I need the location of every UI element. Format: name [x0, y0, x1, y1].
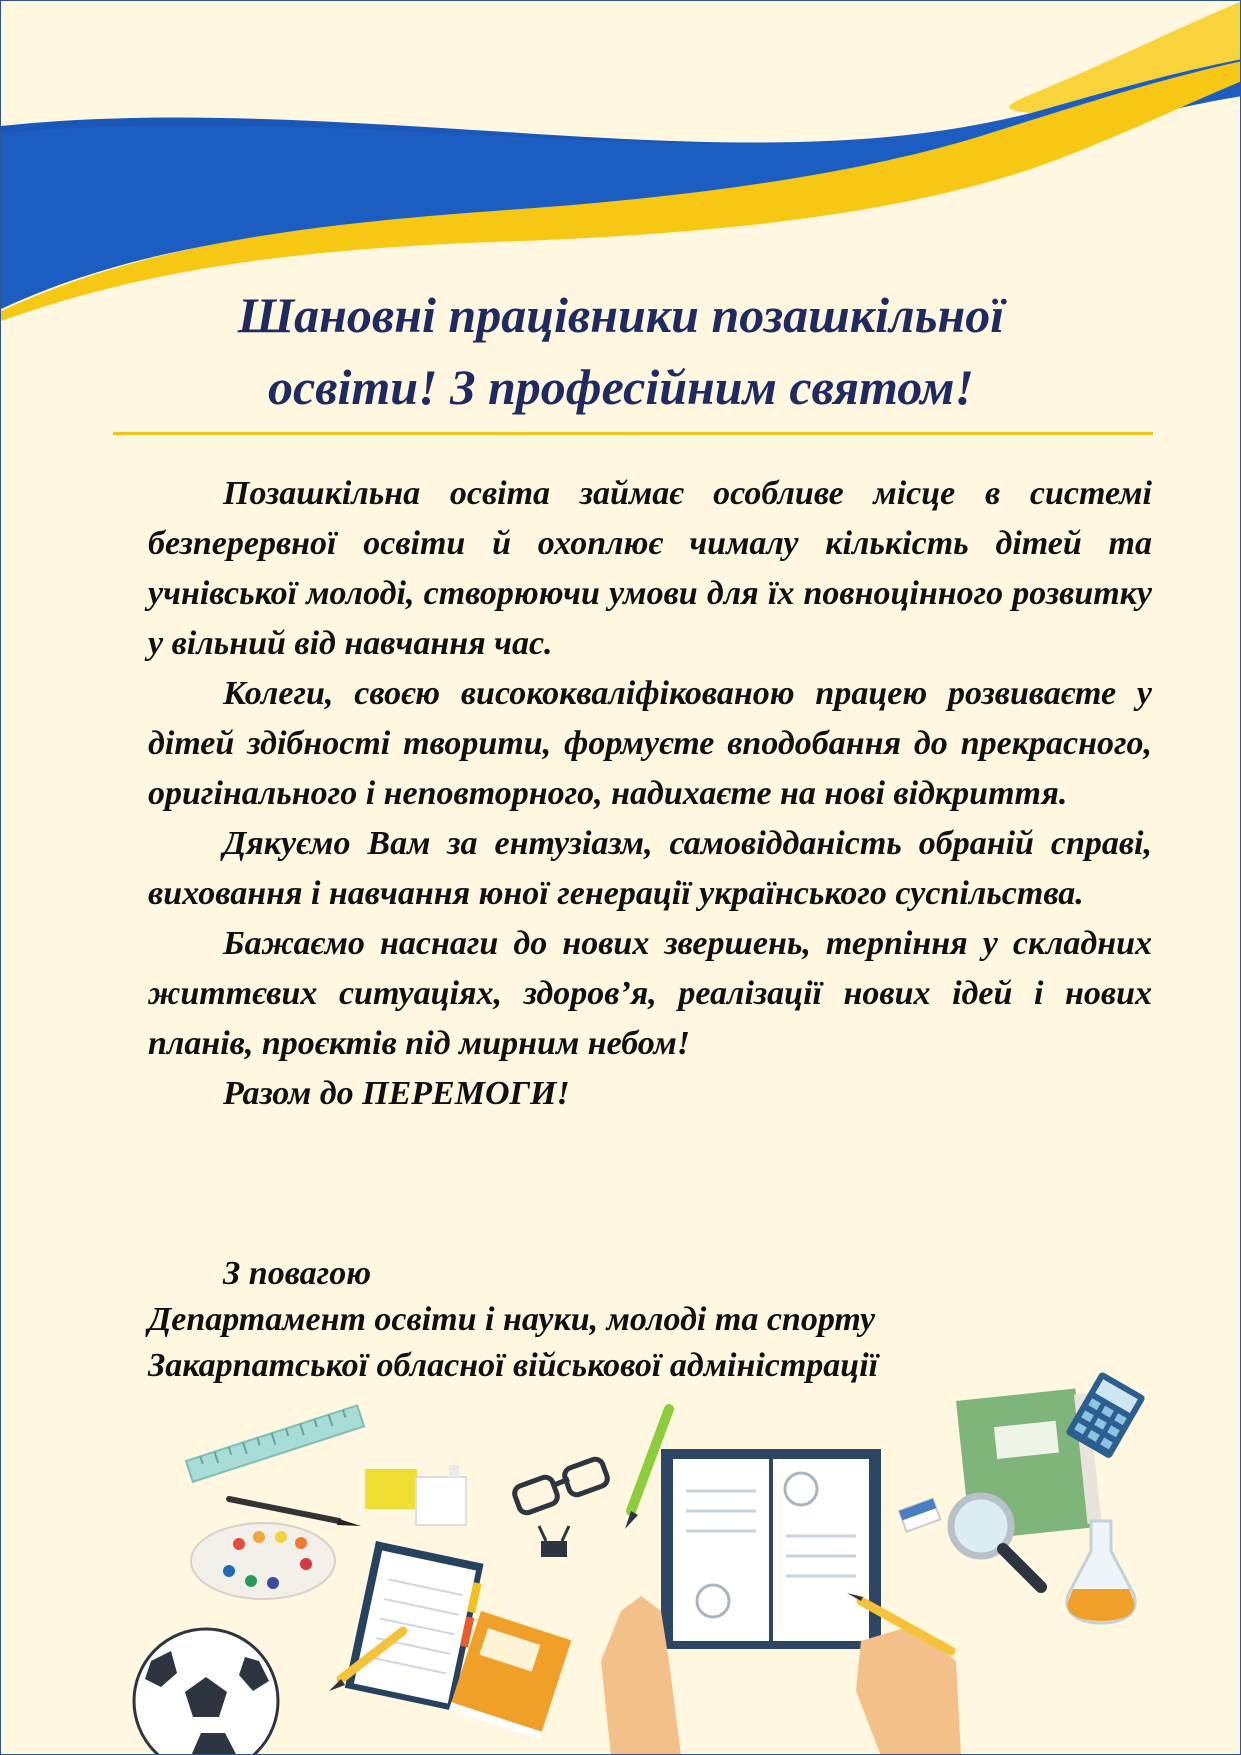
ruler-icon [186, 1405, 364, 1482]
signature-line-1: Департамент освіти і науки, молоді та спорту [148, 1301, 876, 1338]
paragraph-4: Бажаємо наснаги до нових звершень, терпіння у складних життєвих ситуаціях, здоров’я, реалізації нових ідей і нових планів, проєктів під мирним небом! [148, 925, 1152, 1062]
paragraph-3: Дякуємо Вам за ентузіазм, самовідданість обраній справі, виховання і навчання юної генерації українського суспільства. [148, 825, 1152, 912]
open-book-icon [661, 1449, 881, 1649]
ukraine-flag-wave [1, 1, 1241, 321]
brush-icon [229, 1499, 361, 1526]
title-divider [113, 432, 1153, 435]
flask-icon [1067, 1521, 1135, 1623]
title-line-2: освіти! З професійним святом! [267, 359, 975, 415]
paragraph-5: Разом до ПЕРЕМОГИ! [223, 1075, 570, 1112]
paragraph-1: Позашкільна освіта займає особливе місце в системі безперервної освіти й охоплює чималу кількість дітей та учнівської молоді, створюючи умови для їх повноцінного розвитку у вільний від навчання час. [148, 475, 1152, 662]
paragraph-2: Колеги, своєю висококваліфікованою працею розвиваєте у дітей здібності творити, формуєте вподобання до прекрасного, оригінального і неповторного, надихаєте на нові відкриття. [148, 675, 1152, 812]
sticky-notes-icon [365, 1465, 466, 1525]
signature-line-2: Закарпатської обласної військової адміністрації [148, 1347, 879, 1384]
message-body [148, 469, 1152, 1119]
eraser-icon [899, 1499, 940, 1532]
signature-greeting: З повагою [223, 1255, 372, 1292]
glasses-icon [512, 1457, 609, 1515]
page-title [111, 279, 1131, 423]
palette-icon [191, 1523, 335, 1599]
school-supplies-illustration [1, 1361, 1241, 1755]
soccer-ball-icon [134, 1629, 278, 1755]
title-line-1: Шановні працівники позашкільної [237, 287, 1005, 343]
binder-clip-icon [539, 1526, 569, 1557]
